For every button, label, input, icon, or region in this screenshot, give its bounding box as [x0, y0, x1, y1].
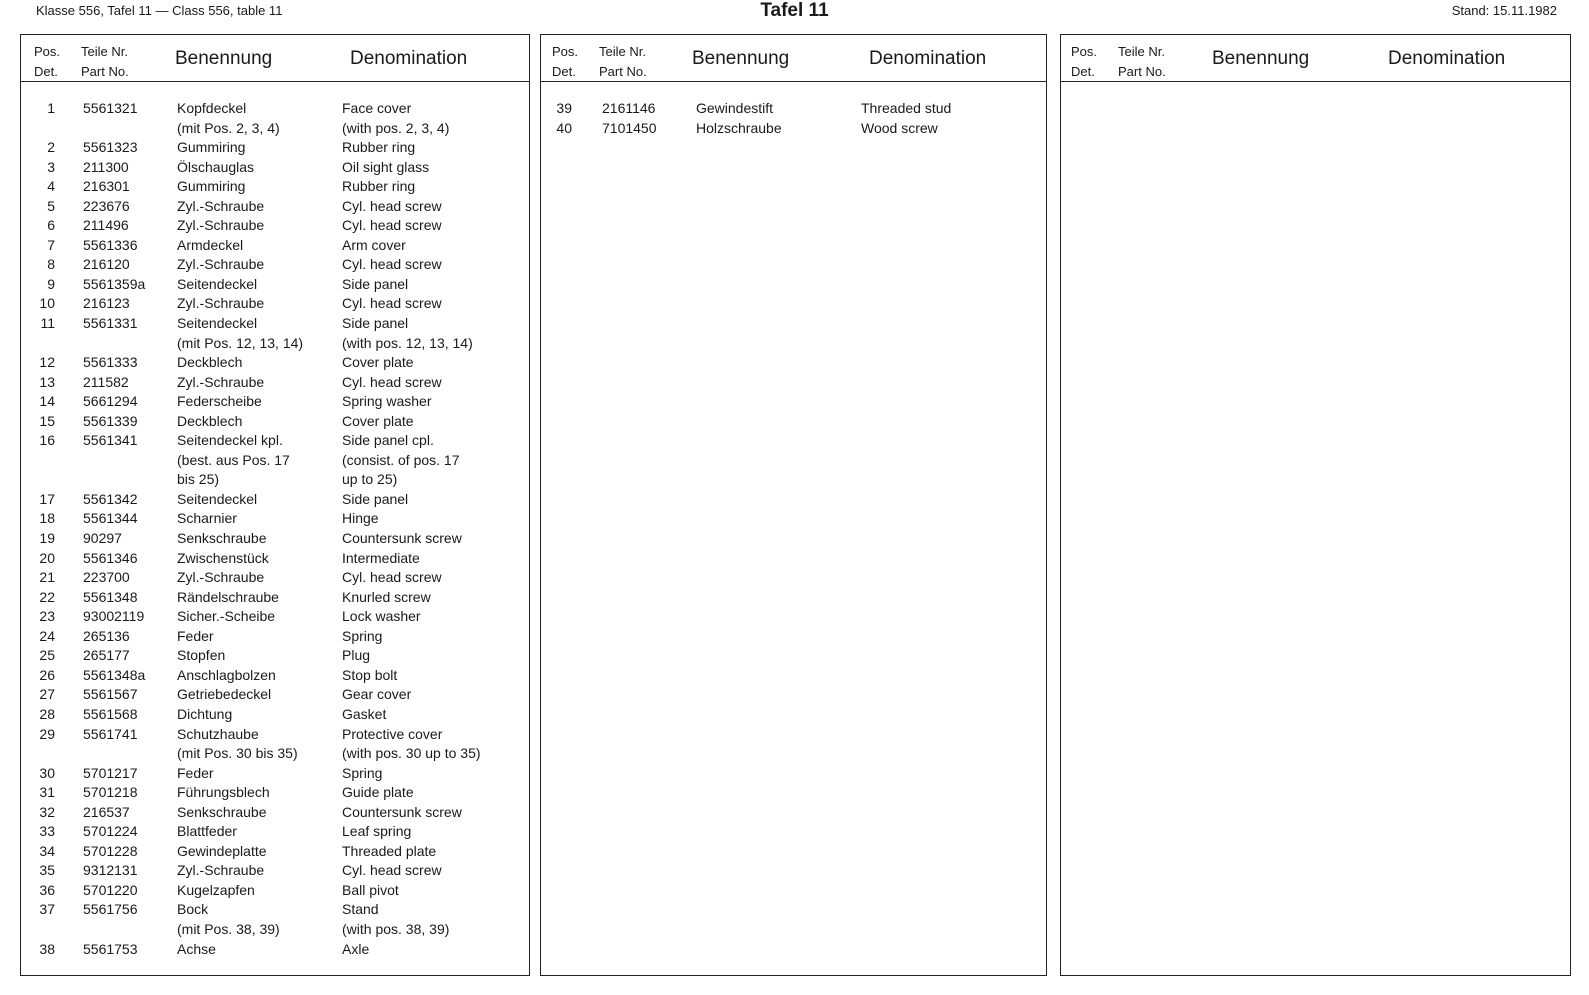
part-no-cell: 5561348a: [83, 666, 146, 683]
part-no-cell: 5701220: [83, 881, 138, 898]
table-row: [21, 685, 529, 705]
part-no-cell: 93002119: [83, 608, 145, 625]
table-rows: [541, 99, 1046, 138]
benennung-cell: Dichtung: [177, 705, 233, 722]
part-no-cell: 5701218: [83, 784, 138, 801]
part-no-cell: 216120: [83, 256, 130, 273]
part-no-cell: 216301: [83, 178, 130, 195]
benennung-cell: Feder: [177, 764, 214, 781]
table-row: [21, 568, 529, 588]
part-no-cell: 5561339: [83, 412, 138, 429]
benennung-cell: Seitendeckel: [177, 275, 258, 292]
table-row: [21, 451, 529, 471]
denomination-cell: Stand: [342, 901, 379, 918]
pos-cell: 30: [39, 764, 55, 781]
table-row: [21, 900, 529, 920]
benennung-cell: Zyl.-Schraube: [177, 256, 265, 273]
part-no-cell: 5561341: [83, 432, 138, 449]
pos-header: Pos. Det.: [34, 44, 61, 79]
table-row: [21, 764, 529, 784]
table-row: [21, 177, 529, 197]
benennung-cell: Deckblech: [177, 354, 243, 371]
denomination-cell: Face cover: [342, 100, 412, 116]
denomination-cell: Cyl. head screw: [342, 295, 442, 312]
pos-cell: 40: [556, 119, 572, 136]
table-row: [21, 314, 529, 334]
benennung-header: Benennung: [175, 48, 273, 69]
pos-cell: 22: [39, 588, 55, 605]
header-left-caption: Klasse 556, Tafel 11 — Class 556, table 11: [36, 3, 283, 18]
pos-cell: 29: [39, 725, 55, 742]
benennung-cell: Führungsblech: [177, 784, 270, 801]
benennung-cell: Zyl.-Schraube: [177, 295, 265, 312]
denomination-cell: Threaded plate: [342, 842, 437, 859]
denomination-header: Denomination: [1388, 48, 1506, 69]
denomination-cell: (with pos. 2, 3, 4): [342, 119, 450, 136]
denomination-cell: Wood screw: [861, 119, 938, 136]
benennung-cell: Zyl.-Schraube: [177, 373, 265, 390]
pos-cell: 16: [39, 432, 55, 449]
benennung-cell: Rändelschraube: [177, 588, 279, 605]
table-row: [21, 158, 529, 178]
part-no-cell: 211582: [83, 373, 129, 390]
benennung-cell: Gewindestift: [696, 100, 774, 116]
pos-cell: 20: [39, 549, 55, 566]
pos-cell: 15: [39, 412, 55, 429]
denomination-cell: Spring washer: [342, 393, 432, 410]
table-row: [21, 549, 529, 569]
denomination-cell: Side panel: [342, 490, 409, 507]
denomination-cell: Cover plate: [342, 354, 414, 371]
table-row: [21, 509, 529, 529]
benennung-cell: Zyl.-Schraube: [177, 197, 265, 214]
part-no-cell: 211496: [83, 217, 129, 234]
table-row: [21, 392, 529, 412]
table-row: [21, 646, 529, 666]
benennung-cell: (mit Pos. 2, 3, 4): [177, 119, 280, 136]
benennung-cell: Zyl.-Schraube: [177, 862, 265, 879]
pos-cell: 18: [39, 510, 55, 527]
benennung-cell: Gewindeplatte: [177, 842, 267, 859]
table-header: [541, 35, 1046, 82]
pos-cell: 14: [39, 393, 55, 410]
table-row: [21, 529, 529, 549]
denomination-cell: (with pos. 30 up to 35): [342, 745, 481, 762]
denomination-cell: Hinge: [342, 510, 379, 527]
benennung-cell: Achse: [177, 940, 216, 957]
table-row: [21, 588, 529, 608]
benennung-cell: Seitendeckel: [177, 490, 258, 507]
pos-cell: 39: [556, 100, 572, 116]
denomination-cell: Cyl. head screw: [342, 197, 442, 214]
table-row: [21, 373, 529, 393]
part-no-cell: 5561348: [83, 588, 138, 605]
parts-table-1: [20, 34, 530, 976]
table-row: [21, 236, 529, 256]
pos-header: Pos. Det.: [552, 44, 579, 79]
benennung-cell: (mit Pos. 30 bis 35): [177, 745, 298, 762]
denomination-header: Denomination: [350, 48, 468, 69]
benennung-cell: Bock: [177, 901, 209, 918]
pos-cell: 6: [47, 217, 55, 234]
denomination-cell: Oil sight glass: [342, 158, 430, 175]
part-no-cell: 223700: [83, 569, 130, 586]
pos-cell: 34: [39, 842, 55, 859]
benennung-cell: Scharnier: [177, 510, 237, 527]
table-rows: [21, 99, 529, 959]
benennung-cell: Kopfdeckel: [177, 100, 247, 116]
denomination-cell: Gear cover: [342, 686, 412, 703]
part-no-cell: 5561336: [83, 236, 138, 253]
benennung-cell: Kugelzapfen: [177, 881, 255, 898]
benennung-cell: Federscheibe: [177, 393, 262, 410]
part-no-cell: 5561567: [83, 686, 138, 703]
parts-table-3: [1060, 34, 1571, 976]
benennung-cell: Getriebedeckel: [177, 686, 272, 703]
part-no-cell: 5561323: [83, 139, 138, 156]
pos-cell: 13: [39, 373, 55, 390]
table-row: [541, 119, 1046, 139]
benennung-cell: (mit Pos. 12, 13, 14): [177, 334, 304, 351]
denomination-cell: Gasket: [342, 705, 387, 722]
part-no-cell: 5701224: [83, 823, 138, 840]
benennung-cell: Senkschraube: [177, 803, 267, 820]
denomination-cell: Intermediate: [342, 549, 420, 566]
part-no-cell: 5561756: [83, 901, 138, 918]
benennung-cell: Holzschraube: [696, 119, 782, 136]
pos-cell: 23: [39, 608, 55, 625]
part-no-cell: 5561741: [83, 725, 138, 742]
benennung-cell: Blattfeder: [177, 823, 237, 840]
benennung-cell: Stopfen: [177, 647, 226, 664]
denomination-cell: Threaded stud: [861, 100, 952, 116]
denomination-cell: Ball pivot: [342, 881, 399, 898]
part-no-cell: 216123: [83, 295, 130, 312]
pos-cell: 21: [39, 569, 55, 586]
denomination-cell: Rubber ring: [342, 178, 416, 195]
denomination-cell: Side panel: [342, 315, 409, 332]
pos-cell: 17: [39, 490, 55, 507]
benennung-cell: Gummiring: [177, 139, 246, 156]
table-row: [21, 197, 529, 217]
table-row: [21, 490, 529, 510]
pos-cell: 33: [39, 823, 55, 840]
pos-header: Pos. Det.: [1071, 44, 1098, 79]
benennung-header: Benennung: [1212, 48, 1310, 69]
part-no-cell: 7101450: [602, 119, 657, 136]
benennung-cell: Ölschauglas: [177, 158, 255, 175]
part-no-cell: 2161146: [602, 100, 656, 116]
part-no-header: Teile Nr. Part No.: [81, 44, 129, 79]
table-row: [21, 216, 529, 236]
pos-cell: 4: [47, 178, 55, 195]
table-row: [21, 627, 529, 647]
benennung-cell: Sicher.-Scheibe: [177, 608, 276, 625]
benennung-cell: Feder: [177, 627, 214, 644]
pos-cell: 26: [39, 666, 55, 683]
denomination-cell: Cyl. head screw: [342, 373, 442, 390]
denomination-cell: Knurled screw: [342, 588, 431, 605]
part-no-cell: 5561346: [83, 549, 138, 566]
table-row: [21, 275, 529, 295]
part-no-cell: 5561333: [83, 354, 138, 371]
denomination-cell: Spring: [342, 627, 383, 644]
pos-cell: 28: [39, 705, 55, 722]
table-row: [21, 470, 529, 490]
denomination-cell: (with pos. 12, 13, 14): [342, 334, 473, 351]
denomination-cell: Countersunk screw: [342, 530, 462, 547]
part-no-cell: 5561331: [83, 315, 138, 332]
part-no-cell: 9312131: [83, 862, 138, 879]
part-no-cell: 5561753: [83, 940, 138, 957]
table-row: [21, 294, 529, 314]
benennung-cell: Zyl.-Schraube: [177, 569, 265, 586]
page-title: Tafel 11: [760, 0, 829, 21]
pos-cell: 32: [39, 803, 55, 820]
part-no-cell: 5701228: [83, 842, 138, 859]
table-row: [21, 705, 529, 725]
benennung-header: Benennung: [692, 48, 790, 69]
denomination-cell: Rubber ring: [342, 139, 416, 156]
part-no-cell: 211300: [83, 158, 129, 175]
denomination-cell: (consist. of pos. 17: [342, 451, 460, 468]
benennung-cell: Anschlagbolzen: [177, 666, 276, 683]
pos-cell: 35: [39, 862, 55, 879]
table-row: [21, 725, 529, 745]
pos-cell: 19: [39, 530, 55, 547]
table-row: [21, 412, 529, 432]
part-no-cell: 265177: [83, 647, 130, 664]
denomination-cell: Lock washer: [342, 608, 421, 625]
benennung-cell: bis 25): [177, 471, 220, 488]
benennung-cell: Gummiring: [177, 178, 246, 195]
denomination-cell: Protective cover: [342, 725, 443, 742]
denomination-cell: Spring: [342, 764, 383, 781]
benennung-cell: (best. aus Pos. 17: [177, 451, 290, 468]
part-no-cell: 5561344: [83, 510, 138, 527]
table-row: [21, 842, 529, 862]
pos-cell: 24: [39, 627, 55, 644]
table-row: [21, 607, 529, 627]
denomination-cell: Axle: [342, 940, 370, 957]
pos-cell: 37: [39, 901, 55, 918]
denomination-cell: Side panel: [342, 275, 409, 292]
table-row: [21, 803, 529, 823]
benennung-cell: Seitendeckel kpl.: [177, 432, 283, 449]
denomination-cell: Countersunk screw: [342, 803, 462, 820]
pos-cell: 25: [39, 647, 55, 664]
benennung-cell: Seitendeckel: [177, 315, 258, 332]
denomination-cell: Plug: [342, 647, 371, 664]
pos-cell: 1: [47, 100, 55, 116]
pos-cell: 38: [39, 940, 55, 957]
table-row: [21, 138, 529, 158]
table-row: [21, 920, 529, 940]
table-row: [21, 255, 529, 275]
pos-cell: 3: [47, 158, 55, 175]
denomination-cell: Cyl. head screw: [342, 862, 442, 879]
part-no-cell: 265136: [83, 627, 130, 644]
table-row: [21, 334, 529, 354]
denomination-cell: Arm cover: [342, 236, 406, 253]
pos-cell: 5: [47, 197, 55, 214]
pos-cell: 10: [39, 295, 55, 312]
part-no-cell: 216537: [83, 803, 130, 820]
part-no-cell: 5701217: [83, 764, 138, 781]
pos-cell: 9: [47, 275, 55, 292]
denomination-cell: up to 25): [342, 471, 398, 488]
part-no-header: Teile Nr. Part No.: [1118, 44, 1166, 79]
table-row: [541, 99, 1046, 119]
table-row: [21, 666, 529, 686]
denomination-cell: Cyl. head screw: [342, 256, 442, 273]
table-row: [21, 119, 529, 139]
table-header: [1061, 35, 1570, 82]
table-header: [21, 35, 529, 82]
table-row: [21, 881, 529, 901]
pos-cell: 36: [39, 881, 55, 898]
part-no-cell: 5561359a: [83, 275, 146, 292]
part-no-cell: 5561342: [83, 490, 138, 507]
parts-table-2: [540, 34, 1047, 976]
part-no-cell: 223676: [83, 197, 130, 214]
pos-cell: 12: [39, 354, 55, 371]
part-no-cell: 5661294: [83, 393, 138, 410]
table-row: [21, 940, 529, 960]
table-row: [21, 99, 529, 119]
denomination-cell: Side panel cpl.: [342, 432, 434, 449]
benennung-cell: Deckblech: [177, 412, 243, 429]
denomination-cell: Stop bolt: [342, 666, 398, 683]
denomination-cell: Leaf spring: [342, 823, 412, 840]
part-no-cell: 90297: [83, 530, 122, 547]
table-row: [21, 353, 529, 373]
part-no-cell: 5561321: [83, 100, 138, 116]
pos-cell: 31: [39, 784, 55, 801]
table-row: [21, 431, 529, 451]
part-no-header: Teile Nr. Part No.: [599, 44, 647, 79]
benennung-cell: Senkschraube: [177, 530, 267, 547]
denomination-cell: Cyl. head screw: [342, 569, 442, 586]
denomination-cell: Cyl. head screw: [342, 217, 442, 234]
denomination-cell: Guide plate: [342, 784, 414, 801]
table-row: [21, 744, 529, 764]
benennung-cell: Schutzhaube: [177, 725, 259, 742]
denomination-cell: (with pos. 38, 39): [342, 920, 450, 937]
benennung-cell: Zwischenstück: [177, 549, 269, 566]
pos-cell: 11: [40, 315, 55, 332]
table-row: [21, 822, 529, 842]
benennung-cell: (mit Pos. 38, 39): [177, 920, 280, 937]
pos-cell: 27: [39, 686, 55, 703]
part-no-cell: 5561568: [83, 705, 138, 722]
table-row: [21, 783, 529, 803]
pos-cell: 8: [47, 256, 55, 273]
benennung-cell: Zyl.-Schraube: [177, 217, 265, 234]
pos-cell: 7: [47, 236, 55, 253]
table-row: [21, 861, 529, 881]
pos-cell: 2: [47, 139, 55, 156]
benennung-cell: Armdeckel: [177, 236, 244, 253]
denomination-header: Denomination: [869, 48, 987, 69]
denomination-cell: Cover plate: [342, 412, 414, 429]
header-date: Stand: 15.11.1982: [1451, 3, 1557, 18]
